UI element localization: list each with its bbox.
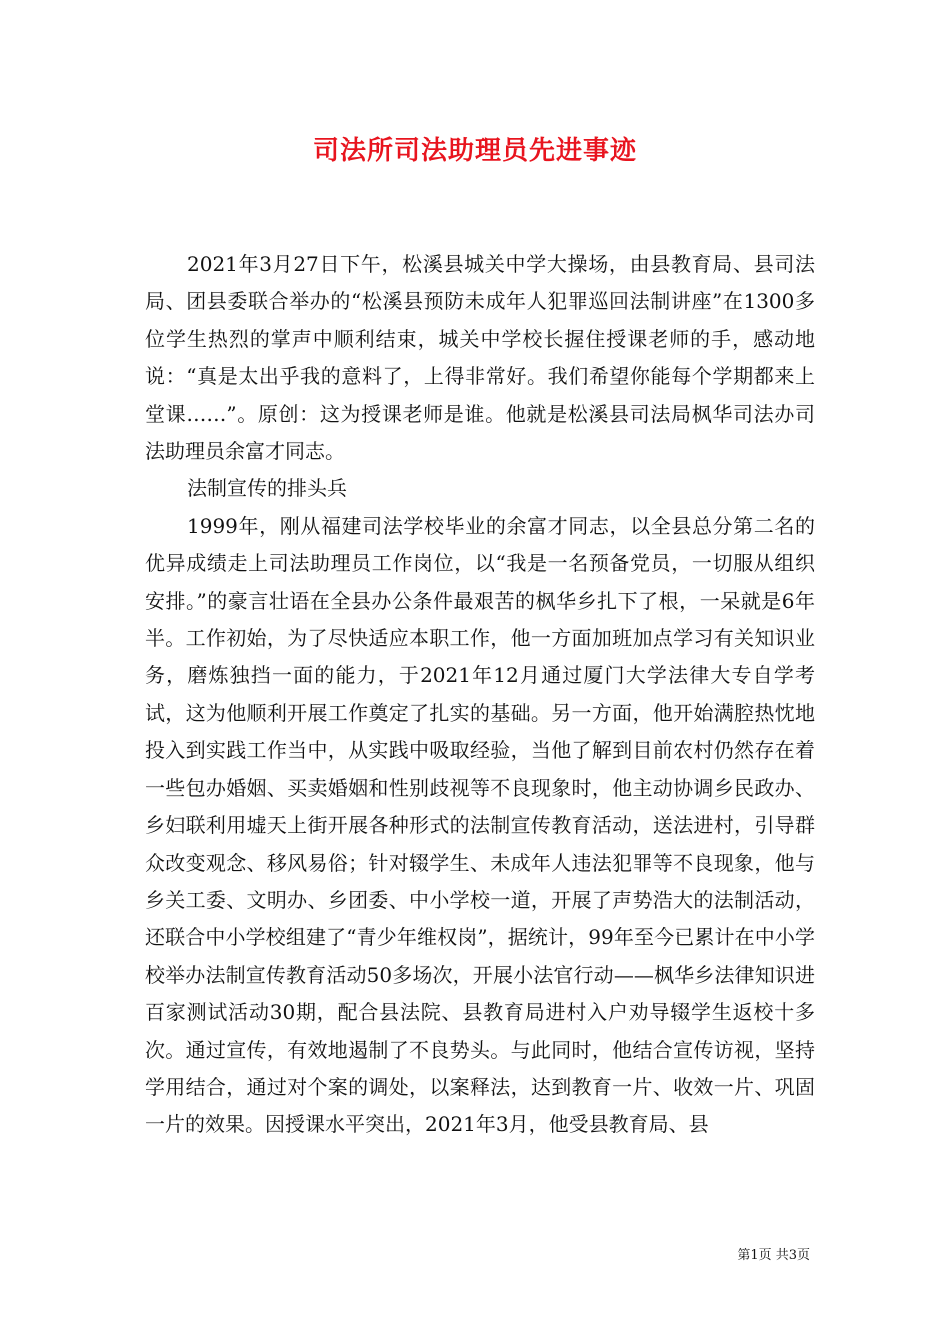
document-body: [145, 246, 815, 1144]
page-number: 第1页 共3页: [737, 1248, 810, 1263]
paragraph-main: 1999年，刚从福建司法学校毕业的余富才同志，以全县总分第二名的优异成绩走上司法助理员工作岗位，以“我是一名预备党员，一切服从组织安排。”的豪言壮语在全县办公条件最艰苦的枫华乡扎下了根，一呆就是6年半。工作初始，为了尽快适应本职工作，他一方面加班加点学习有关知识业务，磨炼独挡一面的能力，于2021年12月通过厦门大学法律大专自学考试，这为他顺利开展工作奠定了扎实的基础。另一方面，他开始满腔热忱地投入到实践工作当中，从实践中吸取经验，当他了解到目前农村仍然存在着一些包办婚姻、买卖婚姻和性别歧视等不良现象时，他主动协调乡民政办、乡妇联利用墟天上街开展各种形式的法制宣传教育活动，送法进村，引导群众改变观念、移风易俗；针对辍学生、未成年人违法犯罪等不良现象，他与乡关工委、文明办、乡团委、中小学校一道，开展了声势浩大的法制活动，还联合中小学校组建了“青少年维权岗”，据统计，99年至今已累计在中小学校举办法制宣传教育活动50多场次，开展小法官行动——枫华乡法律知识进百家测试活动30期，配合县法院、县教育局进村入户劝导辍学生返校十多次。通过宣传，有效地遏制了不良势头。与此同时，他结合宣传访视，坚持学用结合，通过对个案的调处，以案释法，达到教育一片、收效一片、巩固一片的效果。因授课水平突出，2021年3月，他受县教育局、县: [145, 513, 815, 1137]
paragraph-intro: 2021年3月27日下午，松溪县城关中学大操场，由县教育局、县司法局、团县委联合举办的“松溪县预防未成年人犯罪巡回法制讲座”在1300多位学生热烈的掌声中顺利结束，城关中学校长握住授课老师的手，感动地说：“真是太出乎我的意料了，上得非常好。我们希望你能每个学期都来上堂课……”。原创：这为授课老师是谁。他就是松溪县司法局枫华司法办司法助理员余富才同志。: [145, 252, 815, 464]
document-title: 司法所司法助理员先进事迹: [312, 136, 637, 166]
section-heading: 法制宣传的排头兵: [187, 476, 347, 501]
